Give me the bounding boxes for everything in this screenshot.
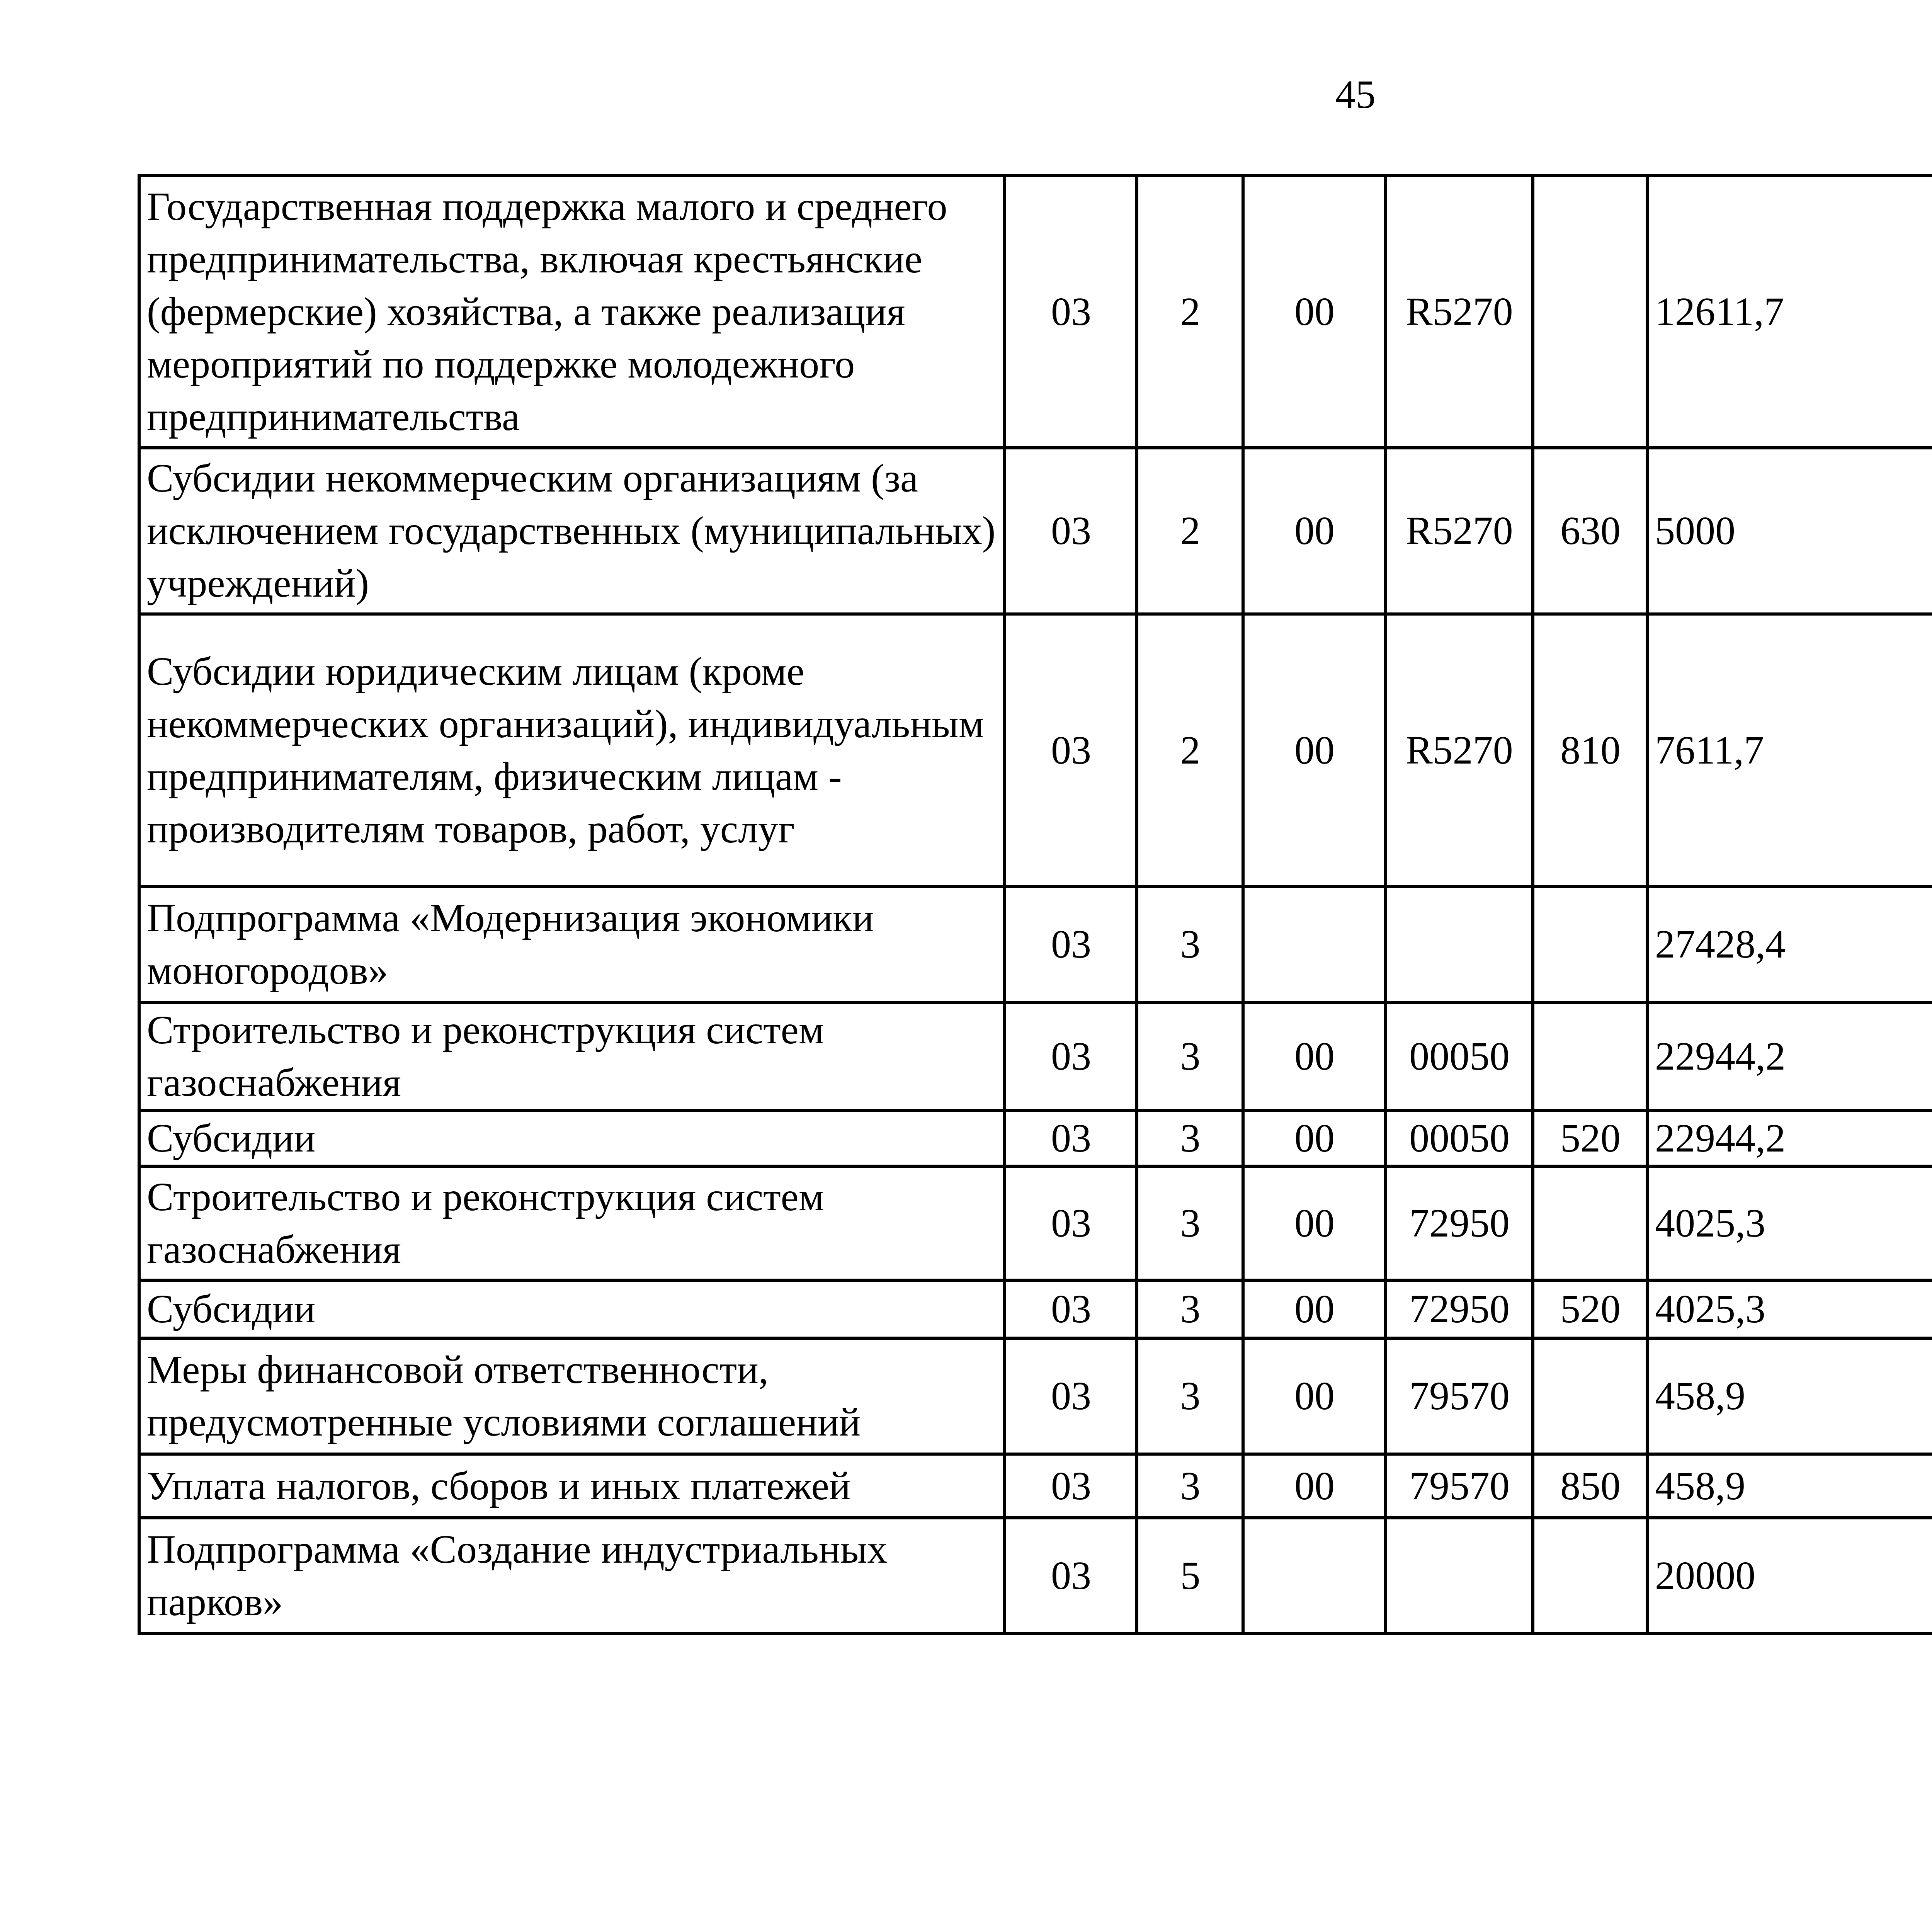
- cell-code-3: 00: [1243, 1280, 1385, 1338]
- cell-code-2: 3: [1137, 1454, 1243, 1518]
- cell-code-4: R5270: [1385, 175, 1533, 448]
- page-number: 45: [1335, 72, 1376, 117]
- cell-code-1: 03: [1005, 614, 1137, 886]
- cell-code-3: [1243, 1518, 1385, 1634]
- cell-code-5: [1533, 886, 1647, 1002]
- row-name: Уплата налогов, сборов и иных платежей: [139, 1454, 1005, 1518]
- cell-value-1: 458,9: [1647, 1338, 1932, 1454]
- cell-code-5: [1533, 1518, 1647, 1634]
- cell-code-2: 3: [1137, 1111, 1243, 1166]
- cell-code-5: 850: [1533, 1454, 1647, 1518]
- cell-value-1: 458,9: [1647, 1454, 1932, 1518]
- cell-code-2: 2: [1137, 614, 1243, 886]
- cell-code-2: 3: [1137, 1166, 1243, 1280]
- cell-code-4: 72950: [1385, 1166, 1533, 1280]
- cell-code-1: 03: [1005, 1002, 1137, 1111]
- cell-code-4: 00050: [1385, 1111, 1533, 1166]
- cell-code-2: 2: [1137, 448, 1243, 614]
- cell-code-4: 00050: [1385, 1002, 1533, 1111]
- row-name: Субсидии юридическим лицам (кроме некоммерческих организаций), индивидуальным предпринимателям, физическим лицам - производителям товаров, работ, услуг: [139, 614, 1005, 886]
- cell-value-1: 20000: [1647, 1518, 1932, 1634]
- table-row: [139, 614, 1932, 886]
- cell-code-5: 520: [1533, 1111, 1647, 1166]
- cell-code-4: R5270: [1385, 614, 1533, 886]
- cell-code-3: 00: [1243, 1111, 1385, 1166]
- table-row: [139, 1280, 1932, 1338]
- row-name: Субсидии некоммерческим организациям (за исключением государственных (муниципальных) учреждений): [139, 448, 1005, 614]
- cell-code-1: 03: [1005, 1166, 1137, 1280]
- cell-code-4: [1385, 886, 1533, 1002]
- cell-code-3: 00: [1243, 448, 1385, 614]
- cell-code-2: 5: [1137, 1518, 1243, 1634]
- cell-code-5: [1533, 1338, 1647, 1454]
- row-name: Строительство и реконструкция систем газоснабжения: [139, 1166, 1005, 1280]
- cell-code-1: 03: [1005, 1338, 1137, 1454]
- row-name: Строительство и реконструкция систем газоснабжения: [139, 1002, 1005, 1111]
- cell-code-1: 03: [1005, 1280, 1137, 1338]
- cell-value-1: 4025,3: [1647, 1166, 1932, 1280]
- cell-value-1: 12611,7: [1647, 175, 1932, 448]
- row-name: Подпрограмма «Создание индустриальных парков»: [139, 1518, 1005, 1634]
- cell-code-5: 810: [1533, 614, 1647, 886]
- cell-code-3: [1243, 886, 1385, 1002]
- cell-code-3: 00: [1243, 1002, 1385, 1111]
- cell-value-1: 5000: [1647, 448, 1932, 614]
- cell-code-1: 03: [1005, 1111, 1137, 1166]
- cell-code-1: 03: [1005, 448, 1137, 614]
- table-row: [139, 1518, 1932, 1634]
- cell-code-3: 00: [1243, 1454, 1385, 1518]
- cell-code-2: 3: [1137, 1280, 1243, 1338]
- table-row: [139, 448, 1932, 614]
- cell-code-3: 00: [1243, 1338, 1385, 1454]
- row-name: Государственная поддержка малого и среднего предпринимательства, включая крестьянские (фермерские) хозяйства, а также реализация мероприятий по поддержке молодежного предпринимательства: [139, 175, 1005, 448]
- cell-code-1: 03: [1005, 1454, 1137, 1518]
- table-row: [139, 1166, 1932, 1280]
- table-row: [139, 1111, 1932, 1166]
- cell-value-1: 22944,2: [1647, 1002, 1932, 1111]
- cell-value-1: 4025,3: [1647, 1280, 1932, 1338]
- cell-code-1: 03: [1005, 886, 1137, 1002]
- cell-code-3: 00: [1243, 175, 1385, 448]
- cell-code-3: 00: [1243, 614, 1385, 886]
- cell-code-2: 2: [1137, 175, 1243, 448]
- table-row: [139, 886, 1932, 1002]
- cell-code-4: 79570: [1385, 1454, 1533, 1518]
- row-name: Субсидии: [139, 1280, 1005, 1338]
- table-row: [139, 175, 1932, 448]
- table-row: [139, 1338, 1932, 1454]
- cell-code-1: 03: [1005, 175, 1137, 448]
- cell-code-2: 3: [1137, 1002, 1243, 1111]
- cell-value-1: 27428,4: [1647, 886, 1932, 1002]
- row-name: Подпрограмма «Модернизация экономики моногородов»: [139, 886, 1005, 1002]
- cell-code-5: 520: [1533, 1280, 1647, 1338]
- cell-value-1: 22944,2: [1647, 1111, 1932, 1166]
- cell-code-5: [1533, 175, 1647, 448]
- cell-code-2: 3: [1137, 1338, 1243, 1454]
- cell-code-5: 630: [1533, 448, 1647, 614]
- budget-table: [138, 174, 1932, 1635]
- row-name: Меры финансовой ответственности, предусмотренные условиями соглашений: [139, 1338, 1005, 1454]
- cell-code-5: [1533, 1166, 1647, 1280]
- cell-code-5: [1533, 1002, 1647, 1111]
- row-name: Субсидии: [139, 1111, 1005, 1166]
- cell-code-3: 00: [1243, 1166, 1385, 1280]
- cell-code-4: 79570: [1385, 1338, 1533, 1454]
- cell-value-1: 7611,7: [1647, 614, 1932, 886]
- cell-code-4: [1385, 1518, 1533, 1634]
- table-row: [139, 1002, 1932, 1111]
- cell-code-4: 72950: [1385, 1280, 1533, 1338]
- cell-code-1: 03: [1005, 1518, 1137, 1634]
- cell-code-4: R5270: [1385, 448, 1533, 614]
- table-row: [139, 1454, 1932, 1518]
- cell-code-2: 3: [1137, 886, 1243, 1002]
